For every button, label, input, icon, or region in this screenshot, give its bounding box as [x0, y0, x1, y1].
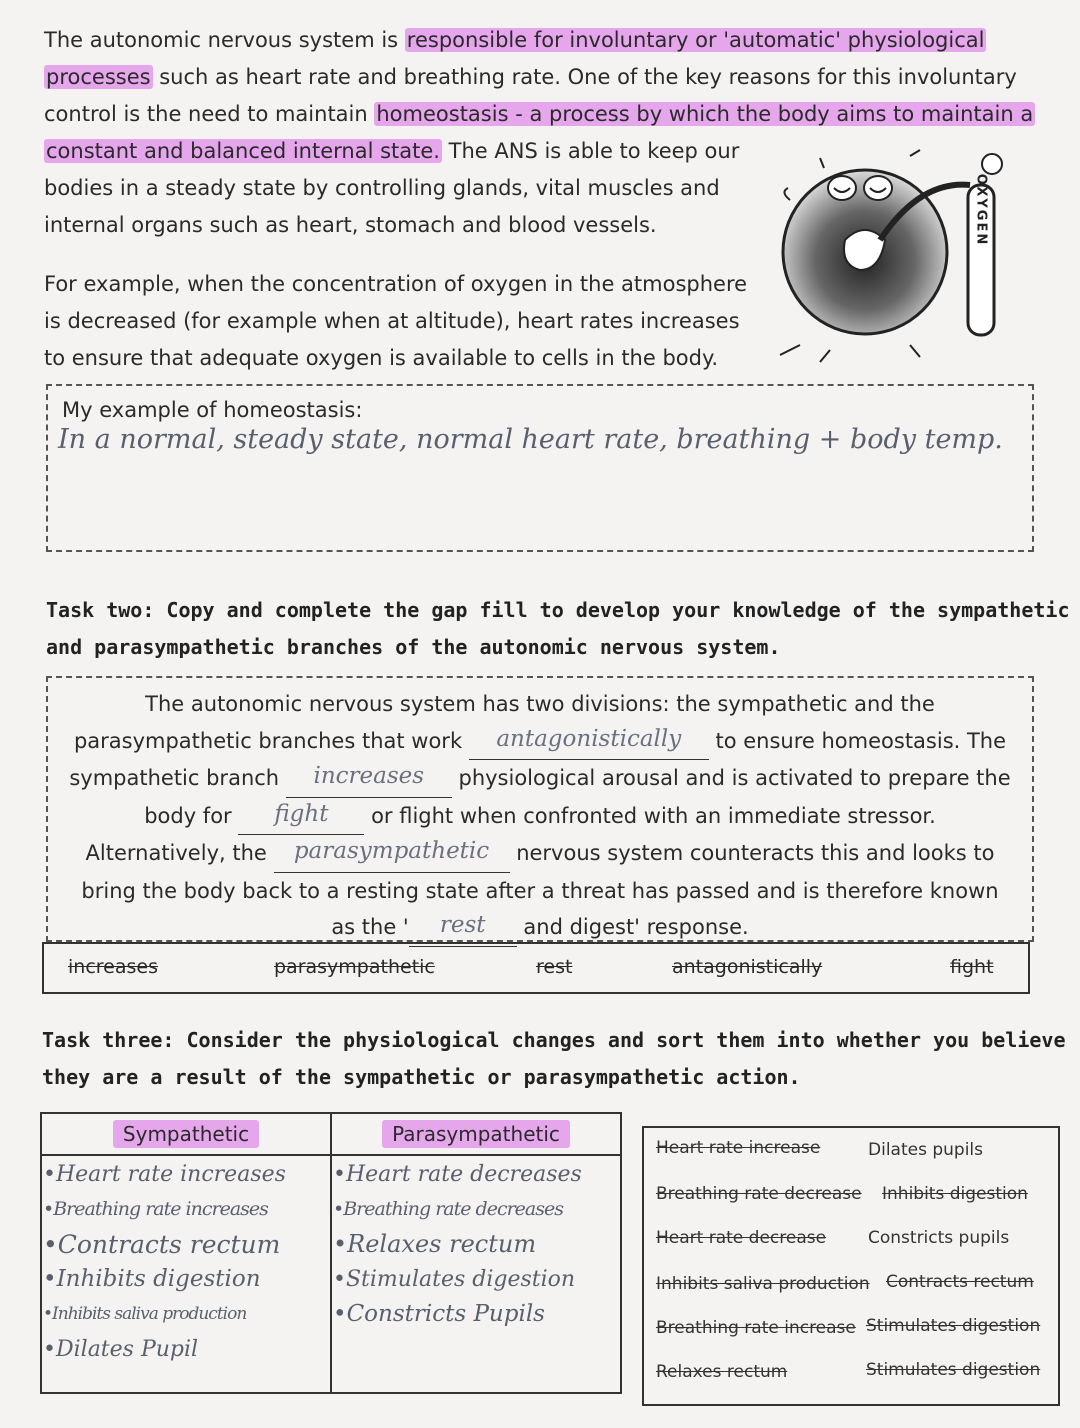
list-item: •Inhibits digestion: [43, 1266, 261, 1292]
oxygen-cartoon-icon: [770, 140, 1040, 365]
gapfill-text: parasympathetic branches that work: [73, 728, 463, 753]
list-item: •Stimulates digestion: [333, 1267, 576, 1292]
gapfill-text: as the ': [331, 915, 409, 939]
word-bank: [42, 942, 1030, 994]
intro-line4: The ANS is able to keep our: [441, 139, 740, 163]
list-item: •Heart rate increases: [43, 1162, 286, 1187]
answer-text: increases: [313, 763, 425, 789]
intro-line5: bodies in a steady state by controlling glands, vital muscles and: [44, 176, 720, 200]
intro-line3: control is the need to maintain: [44, 102, 375, 126]
task-three-line2: they are a result of the sympathetic or parasympathetic action.: [42, 1065, 801, 1089]
example-line3: to ensure that adequate oxygen is available to cells in the body.: [44, 346, 719, 370]
answer-text: parasympathetic: [293, 838, 490, 864]
my-example-label: My example of homeostasis:: [62, 398, 363, 422]
sympathetic-header-cell: [41, 1113, 331, 1155]
my-example-box: [46, 384, 1034, 552]
gapfill-text: nervous system counteracts this and looks to: [516, 841, 995, 865]
task-two-line1: Task two: Copy and complete the gap fill to develop your knowledge of the sympathetic: [46, 598, 1070, 622]
tank-label: OXYGEN: [973, 173, 989, 247]
options-box: [642, 1126, 1060, 1406]
answer-text: rest: [439, 912, 486, 938]
word-bank-item: increases: [68, 956, 158, 978]
gapfill-line1: The autonomic nervous system has two divisions: the sympathetic and the: [145, 692, 935, 716]
intro-line1: The autonomic nervous system is: [44, 28, 405, 52]
highlight: responsible for involuntary or 'automatic' physiological: [406, 28, 985, 52]
word-bank-item: rest: [536, 956, 573, 978]
option-item: Inhibits digestion: [882, 1184, 1028, 1204]
task-three-line1: Task three: Consider the physiological changes and sort them into whether you believe: [42, 1028, 1066, 1052]
my-example-answer[interactable]: In a normal, steady state, normal heart rate, breathing + body temp.: [58, 424, 1003, 455]
task-two-instructions: [46, 592, 1070, 666]
gap-answer-5[interactable]: [409, 909, 517, 947]
option-item: Relaxes rectum: [656, 1362, 788, 1382]
highlight: constant and balanced internal state.: [46, 139, 440, 163]
option-item: Inhibits saliva production: [656, 1274, 870, 1294]
option-item: Contracts rectum: [886, 1272, 1034, 1292]
option-item: Stimulates digestion: [866, 1360, 1041, 1380]
task-two-line2: and parasympathetic branches of the autonomic nervous system.: [46, 635, 781, 659]
highlight: processes: [46, 65, 151, 89]
list-item: •Relaxes rectum: [333, 1230, 537, 1258]
list-item: •Breathing rate decreases: [333, 1198, 563, 1220]
parasympathetic-header: Parasympathetic: [382, 1120, 570, 1148]
list-item: •Inhibits saliva production: [43, 1304, 247, 1324]
sympathetic-header: Sympathetic: [113, 1120, 259, 1148]
parasympathetic-header-cell: [331, 1113, 621, 1155]
option-item: Stimulates digestion: [866, 1316, 1041, 1336]
option-item: Breathing rate decrease: [656, 1184, 862, 1204]
gap-answer-3[interactable]: [238, 798, 364, 836]
gapfill-text: body for: [144, 803, 232, 828]
gap-fill-box: [46, 676, 1034, 942]
answer-text: fight: [274, 800, 329, 827]
option-item: Constricts pupils: [868, 1228, 1010, 1248]
option-item: Heart rate increase: [656, 1138, 821, 1158]
option-item: Dilates pupils: [868, 1140, 983, 1160]
example-line2: is decreased (for example when at altitude), heart rates increases: [44, 309, 740, 333]
gapfill-text: physiological arousal and is activated to prepare the: [458, 766, 1011, 790]
highlight: homeostasis - a process by which the body aims to maintain a: [376, 102, 1034, 126]
word-bank-item: antagonistically: [672, 956, 823, 978]
parasympathetic-column[interactable]: [331, 1155, 621, 1393]
list-item: •Heart rate decreases: [333, 1162, 582, 1187]
sort-table: [40, 1112, 622, 1394]
example-line1: For example, when the concentration of oxygen in the atmosphere: [44, 272, 748, 296]
list-item: •Constricts Pupils: [333, 1301, 545, 1327]
word-bank-item: fight: [950, 956, 994, 978]
option-item: Breathing rate increase: [656, 1318, 856, 1338]
intro-line6: internal organs such as heart, stomach and blood vessels.: [44, 213, 657, 237]
sympathetic-column[interactable]: [41, 1155, 331, 1393]
gapfill-line6: bring the body back to a resting state after a threat has passed and is therefore known: [81, 878, 999, 903]
gapfill-text: and digest' response.: [523, 915, 749, 939]
gapfill-text: to ensure homeostasis. The: [715, 728, 1007, 753]
intro-line2: such as heart rate and breathing rate. One of the key reasons for this involuntary: [152, 65, 1017, 89]
gap-answer-2[interactable]: [286, 760, 452, 798]
example-paragraph: [44, 266, 764, 377]
option-item: Heart rate decrease: [656, 1228, 827, 1248]
gap-answer-1[interactable]: [469, 723, 709, 761]
gapfill-text: Alternatively, the: [85, 841, 267, 865]
list-item: •Contracts rectum: [43, 1230, 281, 1259]
word-bank-item: parasympathetic: [274, 956, 435, 978]
gapfill-text: sympathetic branch: [69, 766, 280, 790]
gapfill-text: or flight when confronted with an immediate stressor.: [371, 803, 936, 828]
task-three-instructions: [42, 1022, 1066, 1096]
answer-text: antagonistically: [496, 725, 682, 752]
gap-answer-4[interactable]: [274, 835, 510, 873]
list-item: •Dilates Pupil: [43, 1337, 199, 1362]
list-item: •Breathing rate increases: [43, 1198, 268, 1220]
